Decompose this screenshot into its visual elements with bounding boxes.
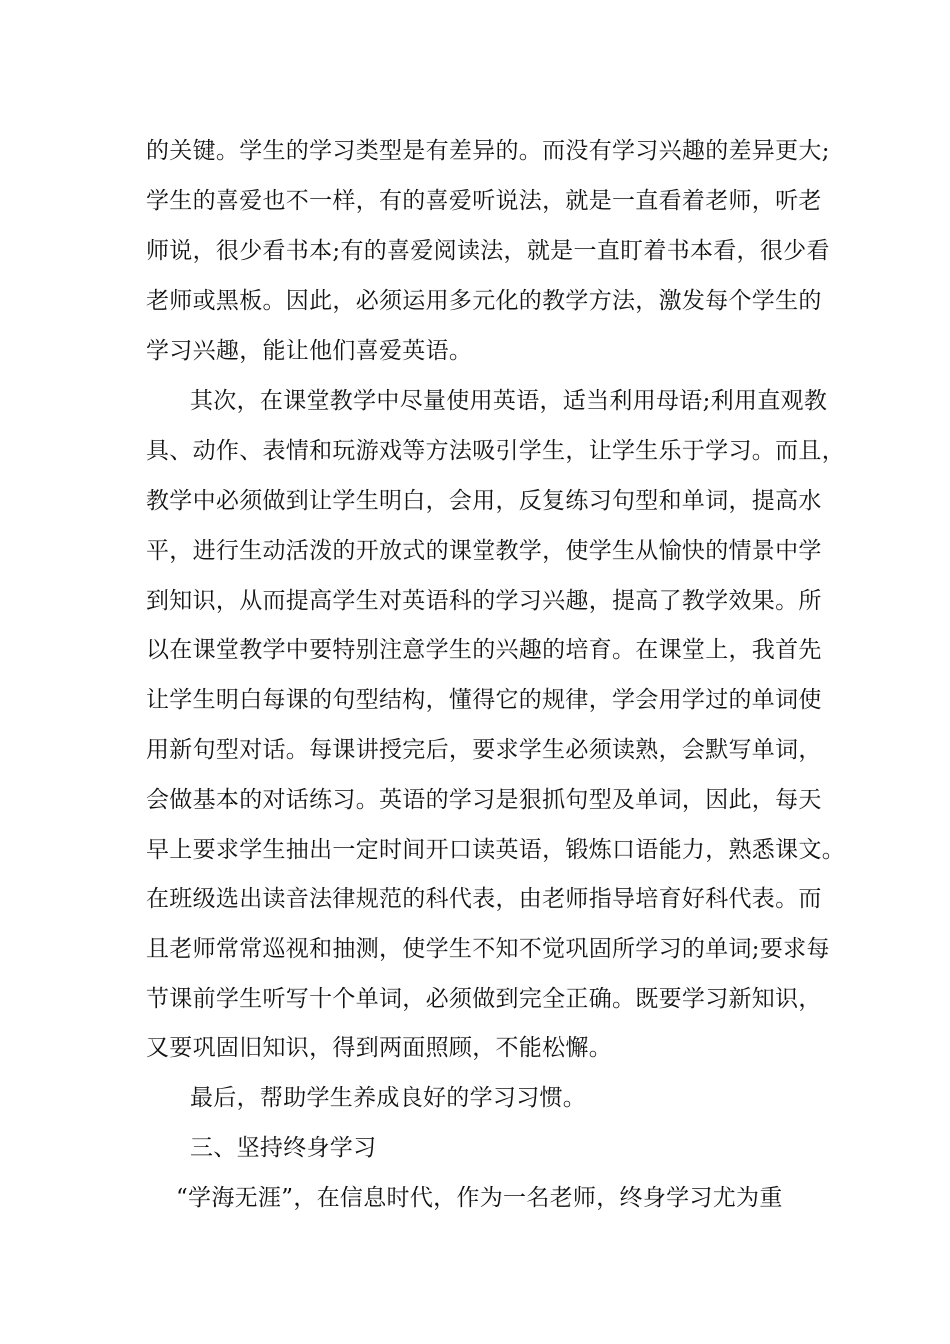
paragraph-line: “学海无涯”，在信息时代，作为一名老师，终身学习尤为重 — [176, 1185, 783, 1211]
paragraph-line: 老师或黑板。因此，必须运用多元化的教学方法，激发每个学生的 — [146, 288, 822, 314]
paragraph-line: 早上要求学生抽出一定时间开口读英语，锻炼口语能力，熟悉课文。 — [146, 837, 845, 863]
paragraph-line: 其次，在课堂教学中尽量使用英语，适当利用母语;利用直观教 — [190, 388, 828, 414]
paragraph-line: 让学生明白每课的句型结构，懂得它的规律，学会用学过的单词使 — [146, 687, 822, 713]
paragraph-line: 会做基本的对话练习。英语的学习是狠抓句型及单词，因此，每天 — [146, 787, 822, 813]
paragraph-line: 教学中必须做到让学生明白，会用，反复练习句型和单词，提高水 — [146, 488, 822, 514]
paragraph-line: 学习兴趣，能让他们喜爱英语。 — [146, 338, 473, 364]
paragraph-line: 学生的喜爱也不一样，有的喜爱听说法，就是一直看着老师，听老 — [146, 188, 822, 214]
paragraph-line: 用新句型对话。每课讲授完后，要求学生必须读熟，会默写单词， — [146, 737, 822, 763]
paragraph-line: 师说，很少看书本;有的喜爱阅读法，就是一直盯着书本看，很少看 — [146, 238, 830, 264]
paragraph-line: 且老师常常巡视和抽测，使学生不知不觉巩固所学习的单词;要求每 — [146, 936, 830, 962]
paragraph-line: 以在课堂教学中要特别注意学生的兴趣的培育。在课堂上，我首先 — [146, 637, 822, 663]
paragraph-line: 的关键。学生的学习类型是有差异的。而没有学习兴趣的差异更大; — [146, 138, 830, 164]
paragraph-line: 节课前学生听写十个单词，必须做到完全正确。既要学习新知识， — [146, 986, 822, 1012]
section-heading: 三、坚持终身学习 — [190, 1135, 377, 1161]
paragraph-line: 在班级选出读音法律规范的科代表，由老师指导培育好科代表。而 — [146, 886, 822, 912]
paragraph-line: 最后，帮助学生养成良好的学习习惯。 — [190, 1085, 587, 1111]
paragraph-line: 到知识，从而提高学生对英语科的学习兴趣，提高了教学效果。所 — [146, 588, 822, 614]
paragraph-line: 具、动作、表情和玩游戏等方法吸引学生，让学生乐于学习。而且， — [146, 438, 845, 464]
paragraph-line: 又要巩固旧知识，得到两面照顾，不能松懈。 — [146, 1035, 612, 1061]
paragraph-line: 平，进行生动活泼的开放式的课堂教学，使学生从愉快的情景中学 — [146, 538, 822, 564]
